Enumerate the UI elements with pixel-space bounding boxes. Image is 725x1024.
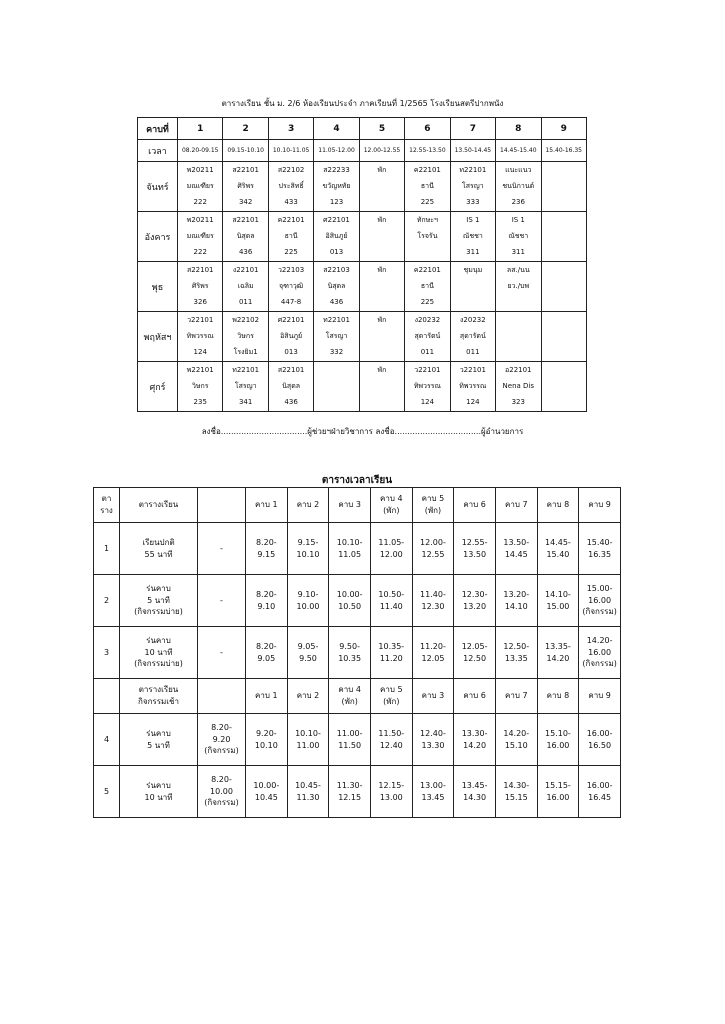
period-number: 8: [496, 118, 541, 140]
period-number: 6: [405, 118, 450, 140]
time-cell: 9.20- 10.10: [246, 714, 288, 766]
time-cell: 9.15- 10.10: [287, 523, 329, 575]
time-cell: 13.50- 14.45: [495, 523, 537, 575]
room-number: 013: [329, 248, 344, 257]
subject-code: ว22101: [187, 315, 214, 324]
time-cell: 12.00- 12.55: [412, 523, 454, 575]
room-number: 225: [284, 248, 298, 257]
time-cell: 11.30- 12.15: [329, 766, 371, 818]
teacher-name: อิสินภูย์: [280, 331, 303, 340]
row-name: เรียนปกติ 55 นาที: [120, 523, 198, 575]
empty-cell: [198, 488, 246, 523]
time-cell: 12.30- 13.20: [454, 575, 496, 627]
time-cell: 11.00- 11.50: [329, 714, 371, 766]
teacher-name: สุดารัตน์: [414, 331, 441, 340]
time-table-header: [94, 488, 621, 523]
teacher-name: โสรญา: [234, 381, 257, 390]
room-number: 123: [329, 198, 344, 207]
period-header: คาบ 3: [329, 488, 371, 523]
teacher-name: นิสุดล: [282, 381, 301, 390]
schedule-cell: [359, 312, 404, 362]
subject-code: ง22101: [232, 265, 259, 274]
teacher-name: ทิพวรรณ: [413, 381, 441, 390]
break-label: พัก: [377, 365, 387, 374]
day-row: [138, 262, 587, 312]
row-number: 5: [94, 766, 120, 818]
period-header: คาบ 6: [454, 679, 496, 714]
time-table-row: [94, 575, 621, 627]
room-number: 433: [284, 198, 298, 207]
room-number: โรงยิม1: [233, 348, 258, 357]
break-label: พัก: [377, 315, 387, 324]
row-name: ร่นคาบ 5 นาที: [120, 714, 198, 766]
period-header: คาบ 1: [246, 488, 288, 523]
schedule-cell: [405, 212, 450, 262]
schedule-cell: [541, 262, 587, 312]
time-cell: 13.35- 14.20: [537, 627, 579, 679]
teacher-name: วิษกร: [191, 381, 209, 390]
schedule-cell: [268, 212, 313, 262]
schedule-cell: [223, 262, 268, 312]
period-header: คาบ 3: [412, 679, 454, 714]
teacher-name: นิสุดล: [236, 231, 255, 240]
day-name: พุธ: [138, 262, 178, 312]
room-number: 311: [466, 248, 480, 257]
time-cell: 15.40- 16.35: [579, 523, 621, 575]
schedule-cell: [450, 262, 495, 312]
schedule-cell: [359, 262, 404, 312]
room-number: 124: [466, 398, 480, 407]
time-cell: 15.00- 16.00 (กิจกรรม): [579, 575, 621, 627]
time-cell: 11.40- 12.30: [412, 575, 454, 627]
teacher-name: ทิพวรรณ: [186, 331, 214, 340]
period-header: คาบ 8: [537, 488, 579, 523]
subject-code: IS 1: [466, 215, 480, 224]
time-cell: 13.30- 14.20: [454, 714, 496, 766]
subject-code: ท22101: [323, 315, 350, 324]
row-extra: 8.20- 10.00 (กิจกรรม): [198, 766, 246, 818]
time-cell: 9.10- 10.00: [287, 575, 329, 627]
teacher-name: ณัชชา: [462, 231, 483, 240]
subject-code: ค22101: [413, 265, 441, 274]
teacher-name: [451, 283, 495, 290]
period-time: 15.40-16.35: [541, 140, 587, 162]
schedule-cell: [541, 312, 587, 362]
time-cell: 13.20- 14.10: [495, 575, 537, 627]
schedule-cell: [178, 362, 223, 412]
period-time: 13.50-14.45: [450, 140, 495, 162]
teacher-name: ธานี: [284, 231, 298, 240]
period-header: คาบ 7: [495, 488, 537, 523]
row-extra: 8.20- 9.20 (กิจกรรม): [198, 714, 246, 766]
time-cell: 15.15- 16.00: [537, 766, 579, 818]
teacher-name: สุดารัตน์: [459, 331, 486, 340]
subject-code: ค22101: [277, 215, 305, 224]
teacher-name: ธานี: [420, 281, 434, 290]
period-number: 7: [450, 118, 495, 140]
period-time: 14.45-15.40: [496, 140, 541, 162]
empty-cell: [198, 679, 246, 714]
time-table-header: [94, 679, 621, 714]
period-header: คาบ 9: [579, 488, 621, 523]
day-row: [138, 362, 587, 412]
period-time: 11.05-12.00: [314, 140, 359, 162]
subject-code: แนะแนว: [505, 165, 532, 174]
period-time: 12.55-13.50: [405, 140, 450, 162]
schedule-cell: [314, 212, 359, 262]
period-header: คาบ 9: [579, 679, 621, 714]
signature-line: ลงชื่อ..................................ผู้ช่วยฯฝ่ายวิชาการ ลงชื่อ..................................ผู้อำนวยการ: [201, 427, 524, 436]
schedule-cell: [541, 162, 587, 212]
schedule-cell: [405, 262, 450, 312]
schedule-cell: [496, 312, 541, 362]
period-header: คาบ 2: [287, 488, 329, 523]
time-cell: 11.20- 12.05: [412, 627, 454, 679]
break-label: พัก: [377, 215, 387, 224]
schedule-cell: [450, 212, 495, 262]
schedule-cell: [405, 162, 450, 212]
time-cell: 14.10- 15.00: [537, 575, 579, 627]
period-header: คาบ 7: [495, 679, 537, 714]
time-cell: 16.00- 16.50: [579, 714, 621, 766]
room-number: 236: [511, 198, 525, 207]
teacher-name: โสรญา: [462, 181, 484, 190]
schedule-cell: [178, 212, 223, 262]
time-cell: 10.50- 11.40: [370, 575, 412, 627]
teacher-name: ณัชชา: [508, 231, 529, 240]
time-cell: 13.45- 14.30: [454, 766, 496, 818]
teacher-name: มณเฑียร: [186, 181, 214, 190]
period-number: 9: [541, 118, 587, 140]
schedule-cell: [359, 212, 404, 262]
teacher-name: ทิพวรรณ: [459, 381, 487, 390]
subject-code: ว22103: [277, 265, 305, 274]
time-table-row: [94, 523, 621, 575]
empty-cell: [94, 679, 120, 714]
subject-code: ชุมนุม: [463, 265, 483, 274]
teacher-name: มณเฑียร: [186, 231, 214, 240]
schedule-cell: [268, 312, 313, 362]
schedule-cell: [450, 362, 495, 412]
subject-code: IS 1: [511, 215, 525, 224]
row-extra: -: [198, 523, 246, 575]
day-row: [138, 162, 587, 212]
teacher-name: ประสิทธิ์: [278, 181, 304, 190]
time-cell: 12.55- 13.50: [454, 523, 496, 575]
subject-code: ง20232: [414, 315, 441, 324]
schedule-cell: [496, 162, 541, 212]
room-number: 436: [284, 398, 298, 407]
room-number: 436: [238, 248, 253, 257]
schedule-cell: [223, 212, 268, 262]
time-cell: 9.50- 10.35: [329, 627, 371, 679]
subject-code: ทักษะฯ: [416, 215, 438, 224]
row-number: 2: [94, 575, 120, 627]
subject-code: ส22103: [323, 265, 350, 274]
subject-code: พ22101: [186, 365, 214, 374]
schedule-cell: [314, 362, 359, 412]
time-table-row: [94, 766, 621, 818]
day-name: จันทร์: [138, 162, 178, 212]
room-number: [496, 299, 540, 306]
period-label: คาบที่: [138, 118, 178, 140]
break-label: พัก: [377, 165, 387, 174]
day-name: ศุกร์: [138, 362, 178, 412]
time-cell: 14.20- 16.00 (กิจกรรม): [579, 627, 621, 679]
subject-code: ส22233: [323, 165, 350, 174]
time-table-row: [94, 627, 621, 679]
period-number: 5: [359, 118, 404, 140]
schedule-cell: [223, 362, 268, 412]
schedule-cell: [178, 312, 223, 362]
subject-code: พ20211: [186, 215, 214, 224]
schedule-cell: [541, 362, 587, 412]
time-cell: 12.05- 12.50: [454, 627, 496, 679]
time-cell: 14.20- 15.10: [495, 714, 537, 766]
day-row: [138, 212, 587, 262]
period-number: 1: [178, 118, 223, 140]
period-number: 3: [268, 118, 313, 140]
time-table-row: [94, 714, 621, 766]
row-extra: -: [198, 575, 246, 627]
break-label: พัก: [377, 265, 387, 274]
time-table-title: ตารางเวลาเรียน: [321, 475, 393, 486]
schedule-cell: [405, 362, 450, 412]
period-header: คาบ 6: [454, 488, 496, 523]
room-number: 326: [193, 298, 207, 307]
subject-code: ว22101: [414, 365, 441, 374]
row-name: ร่นคาบ 5 นาที (กิจกรรมบ่าย): [120, 575, 198, 627]
col-number-header: ตา ราง: [94, 488, 120, 523]
period-time: 10.10-11.05: [268, 140, 313, 162]
room-number: 222: [193, 248, 207, 257]
row-extra: -: [198, 627, 246, 679]
teacher-name: ยว./บพ: [507, 281, 530, 290]
subject-code: อ22101: [505, 365, 532, 374]
time-cell: 8.20- 9.15: [246, 523, 288, 575]
subject-code: ท22101: [459, 165, 487, 174]
day-name: อังคาร: [138, 212, 178, 262]
room-number: 011: [238, 298, 253, 307]
schedule-cell: [268, 262, 313, 312]
subject-code: ส22101: [277, 365, 305, 374]
time-row: [138, 140, 587, 162]
room-number: 333: [466, 198, 480, 207]
period-header: คาบ 1: [246, 679, 288, 714]
room-number: [405, 249, 449, 256]
room-number: [451, 299, 495, 306]
time-cell: 8.20- 9.10: [246, 575, 288, 627]
time-cell: 8.20- 9.05: [246, 627, 288, 679]
teacher-name: ธานี: [420, 181, 434, 190]
schedule-cell: [450, 312, 495, 362]
schedule-cell: [223, 312, 268, 362]
time-cell: 11.50- 12.40: [370, 714, 412, 766]
class-schedule-table: [137, 117, 587, 412]
schedule-cell: [314, 262, 359, 312]
subject-code: ส22102: [277, 165, 305, 174]
schedule-cell: [450, 162, 495, 212]
room-number: 447-8: [280, 298, 302, 307]
room-number: 011: [420, 348, 435, 357]
room-number: 124: [420, 398, 435, 407]
schedule-cell: [496, 362, 541, 412]
schedule-cell: [314, 162, 359, 212]
teacher-name: อิสินภูย์: [325, 231, 348, 240]
period-number: 2: [223, 118, 268, 140]
time-cell: 9.05- 9.50: [287, 627, 329, 679]
room-number: 342: [238, 198, 253, 207]
row-name: ร่นคาบ 10 นาที: [120, 766, 198, 818]
period-header: คาบ 8: [537, 679, 579, 714]
row-number: 1: [94, 523, 120, 575]
teacher-name: ขวัญหทัย: [322, 181, 351, 190]
time-cell: 14.45- 15.40: [537, 523, 579, 575]
schedule-cell: [541, 212, 587, 262]
time-cell: 16.00- 16.45: [579, 766, 621, 818]
subject-code: พ20211: [186, 165, 214, 174]
schedule-cell: [496, 262, 541, 312]
period-header-row: [138, 118, 587, 140]
teacher-name: ชนนิกานต์: [502, 181, 535, 190]
teacher-name: Nena Dis: [502, 381, 535, 390]
time-cell: 10.10- 11.00: [287, 714, 329, 766]
room-number: 323: [511, 398, 525, 407]
teacher-name: วิษกร: [237, 331, 254, 340]
time-cell: 10.00- 10.45: [246, 766, 288, 818]
period-time: 09.15-10.10: [223, 140, 268, 162]
time-cell: 11.05- 12.00: [370, 523, 412, 575]
period-time: 08.20-09.15: [178, 140, 223, 162]
teacher-name: นิสุดล: [327, 281, 346, 290]
schedule-cell: [359, 362, 404, 412]
row-name: ร่นคาบ 10 นาที (กิจกรรมบ่าย): [120, 627, 198, 679]
subject-code: ลส./นน: [506, 265, 530, 274]
schedule-cell: [268, 362, 313, 412]
teacher-name: จุฑาวุฒิ: [279, 281, 304, 290]
schedule-cell: [496, 212, 541, 262]
room-number: 311: [511, 248, 525, 257]
schedule-cell: [314, 312, 359, 362]
schedule-cell: [178, 262, 223, 312]
teacher-name: เฉลิม: [237, 281, 254, 290]
schedule-cell: [405, 312, 450, 362]
room-number: 222: [193, 198, 207, 207]
time-cell: 14.30- 15.15: [495, 766, 537, 818]
teacher-name: โรจรัน: [417, 231, 438, 240]
time-cell: 13.00- 13.45: [412, 766, 454, 818]
col-name-header: ตารางเรียน: [120, 488, 198, 523]
row-number: 4: [94, 714, 120, 766]
time-cell: 12.15- 13.00: [370, 766, 412, 818]
schedule-heading: ตารางเรียน ชั้น ม. 2/6 ห้องเรียนประจำ ภาคเรียนที่ 1/2565 โรงเรียนสตรีปากพนัง: [221, 99, 504, 108]
period-header: คาบ 4 (พัก): [329, 679, 371, 714]
room-number: 341: [238, 398, 253, 407]
schedule-cell: [359, 162, 404, 212]
subject-code: พ22102: [232, 315, 260, 324]
time-cell: 15.10- 16.00: [537, 714, 579, 766]
subject-code: ศ22101: [277, 315, 305, 324]
subject-code: ส22101: [232, 215, 259, 224]
schedule-cell: [178, 162, 223, 212]
day-row: [138, 312, 587, 362]
period-header: คาบ 5 (พัก): [412, 488, 454, 523]
subject-code: ว22101: [459, 365, 486, 374]
period-header: คาบ 2: [287, 679, 329, 714]
room-number: 225: [420, 198, 435, 207]
subject-code: ส22101: [232, 165, 259, 174]
subject-code: ค22101: [413, 165, 441, 174]
schedule-cell: [268, 162, 313, 212]
time-cell: 12.50- 13.35: [495, 627, 537, 679]
room-number: 225: [420, 298, 435, 307]
period-header: คาบ 5 (พัก): [370, 679, 412, 714]
room-number: 011: [466, 348, 480, 357]
period-number: 4: [314, 118, 359, 140]
schedule-cell: [223, 162, 268, 212]
time-cell: 10.45- 11.30: [287, 766, 329, 818]
day-name: พฤหัสฯ: [138, 312, 178, 362]
period-header: คาบ 4 (พัก): [370, 488, 412, 523]
subject-code: ท22101: [232, 365, 260, 374]
time-cell: 10.00- 10.50: [329, 575, 371, 627]
time-cell: 10.35- 11.20: [370, 627, 412, 679]
period-time-table: [93, 487, 621, 818]
subject-code: ง20232: [460, 315, 486, 324]
time-cell: 12.40- 13.30: [412, 714, 454, 766]
teacher-name: โสรญา: [325, 331, 348, 340]
row-number: 3: [94, 627, 120, 679]
time-cell: 10.10- 11.05: [329, 523, 371, 575]
subject-code: ศ22101: [323, 215, 350, 224]
room-number: 124: [193, 348, 207, 357]
teacher-name: ศิริพร: [191, 281, 209, 290]
room-number: 332: [329, 348, 344, 357]
room-number: 436: [329, 298, 344, 307]
time-label: เวลา: [138, 140, 178, 162]
room-number: 013: [284, 348, 298, 357]
teacher-name: ศิริพร: [237, 181, 254, 190]
period-time: 12.00-12.55: [359, 140, 404, 162]
subject-code: ส22101: [186, 265, 214, 274]
col-name-header: ตารางเรียน กิจกรรมเช้า: [120, 679, 198, 714]
room-number: 235: [193, 398, 207, 407]
